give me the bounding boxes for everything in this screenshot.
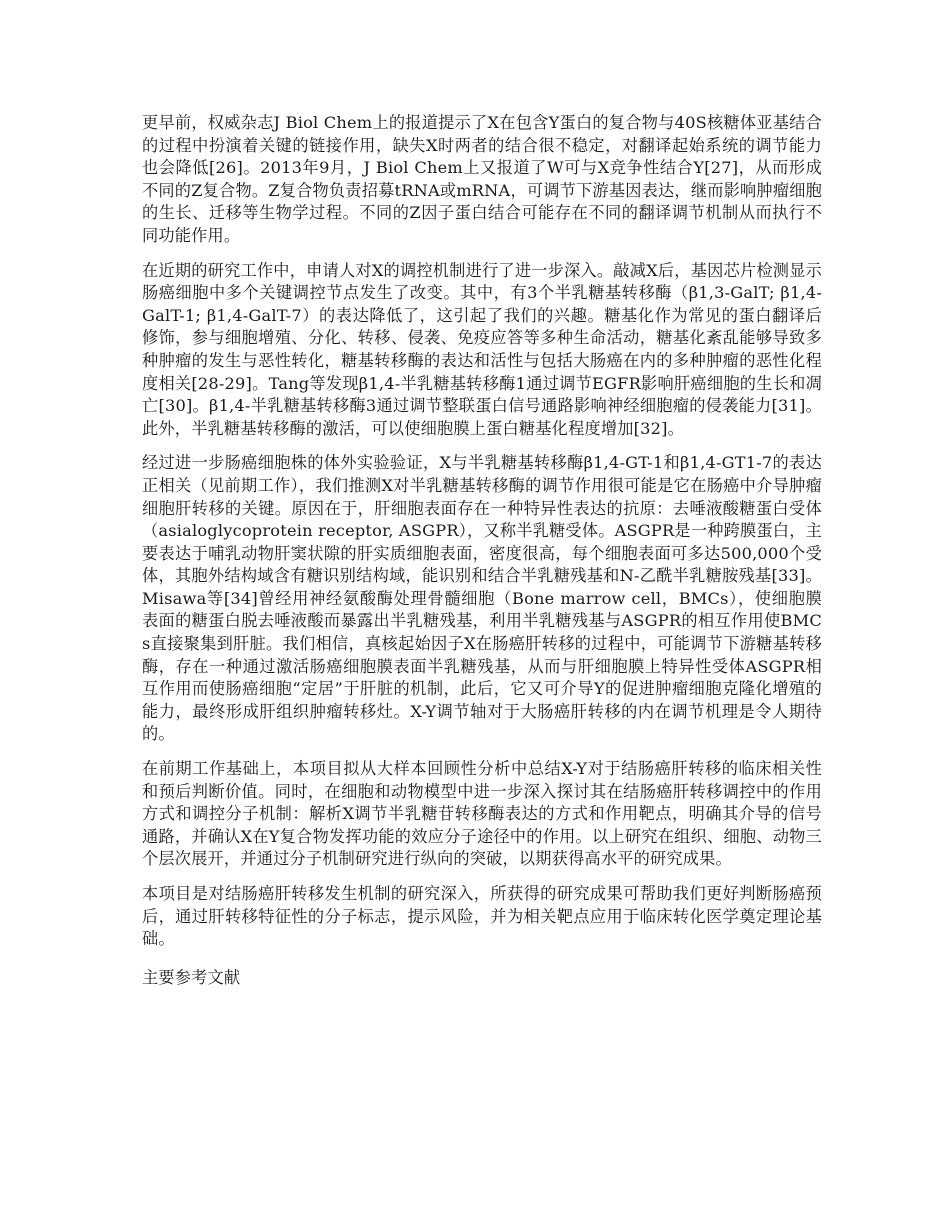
paragraph-1: 更早前，权威杂志J Biol Chem上的报道提示了X在包含Y蛋白的复合物与40S核糖体亚基结合的过程中扮演着关键的链接作用，缺失X时两者的结合很不稳定，对翻译起始系统的调节能力也会降低[26]。2013年9月，J Biol Chem上又报道了W可与X竞争性结合Y[27]，从而形成不同的Z复合物。Z复合物负责招募tRNA或mRNA，可调节下游基因表达，继而影响肿瘤细胞的生长、迁移等生物学过程。不同的Z因子蛋白结合可能存在不同的翻译调节机制从而执行不同功能作用。 [142,113,822,245]
paragraph-2: 在近期的研究工作中，申请人对X的调控机制进行了进一步深入。敲减X后，基因芯片检测显示肠癌细胞中多个关键调控节点发生了改变。其中，有3个半乳糖基转移酶（β1,3-GalT; β1,4-GalT-1; β1,4-GalT-7）的表达降低了，这引起了我们的兴趣。糖基化作为常见的蛋白翻译后修饰，参与细胞增殖、分化、转移、侵袭、免疫应答等多种生命活动，糖基化紊乱能够导致多种肿瘤的发生与恶性转化，糖基转移酶的表达和活性与包括大肠癌在内的多种肿瘤的恶性化程度相关[28-29]。Tang等发现β1,4-半乳糖基转移酶1通过调节EGFR影响肝癌细胞的生长和凋亡[30]。β1,4-半乳糖基转移酶3通过调节整联蛋白信号通路影响神经细胞瘤的侵袭能力[31]。此外，半乳糖基转移酶的激活，可以使细胞膜上蛋白糖基化程度增加[32]。 [142,260,822,438]
paragraph-4: 在前期工作基础上，本项目拟从大样本回顾性分析中总结X-Y对于结肠癌肝转移的临床相关性和预后判断价值。同时，在细胞和动物模型中进一步深入探讨其在结肠癌肝转移调控中的作用方式和调控分子机制：解析X调节半乳糖苷转移酶表达的方式和作用靶点，明确其介导的信号通路，并确认X在Y复合物发挥功能的效应分子途径中的作用。以上研究在组织、细胞、动物三个层次展开，并通过分子机制研究进行纵向的突破，以期获得高水平的研究成果。 [142,759,822,869]
paragraph-3: 经过进一步肠癌细胞株的体外实验验证，X与半乳糖基转移酶β1,4-GT-1和β1,4-GT1-7的表达正相关（见前期工作），我们推测X对半乳糖基转移酶的调节作用很可能是它在肠癌中介导肿瘤细胞肝转移的关键。原因在于，肝细胞表面存在一种特异性表达的抗原：去唾液酸糖蛋白受体（asialoglycoprotein receptor, ASGPR），又称半乳糖受体。ASGPR是一种跨膜蛋白，主要表达于哺乳动物肝窦状隙的肝实质细胞表面，密度很高，每个细胞表面可多达500,000个受体，其胞外结构域含有糖识别结构域，能识别和结合半乳糖残基和N-乙酰半乳糖胺残基[33]。Misawa等[34]曾经用神经氨酸酶处理骨髓细胞（Bone marrow cell，BMCs），使细胞膜表面的糖蛋白脱去唾液酸而暴露出半乳糖残基，利用半乳糖残基与ASGPR的相互作用使BMCs直接聚集到肝脏。我们相信，真核起始因子X在肠癌肝转移的过程中，可能调节下游糖基转移酶，存在一种通过激活肠癌细胞膜表面半乳糖残基，从而与肝细胞膜上特异性受体ASGPR相互作用而使肠癌细胞“定居”于肝脏的机制，此后，它又可介导Y的促进肿瘤细胞克隆化增殖的能力，最终形成肝组织肿瘤转移灶。X-Y调节轴对于大肠癌肝转移的内在调节机理是令人期待的。 [142,453,822,744]
paragraph-5: 本项目是对结肠癌肝转移发生机制的研究深入，所获得的研究成果可帮助我们更好判断肠癌预后，通过肝转移特征性的分子标志，提示风险，并为相关靶点应用于临床转化医学奠定理论基础。 [142,884,822,949]
references-heading: 主要参考文献 [142,967,241,987]
document-body [142,112,822,989]
